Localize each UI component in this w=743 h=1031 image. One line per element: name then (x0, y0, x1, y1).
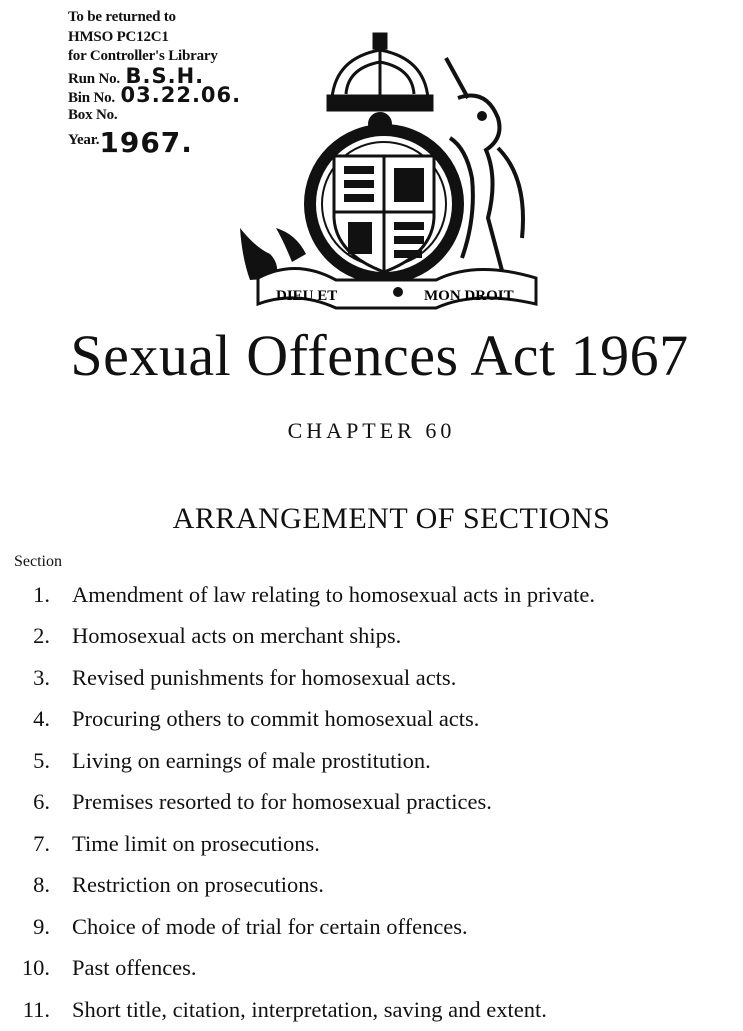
section-title: Restriction on prosecutions. (72, 872, 324, 898)
bin-label: Bin No. (68, 90, 115, 106)
section-number: 2. (33, 623, 50, 649)
bin-value: 03.22.06. (120, 83, 242, 107)
section-item (0, 782, 743, 824)
year-label: Year. (68, 132, 100, 148)
motto-left: DIEU ET (276, 288, 338, 304)
section-item (0, 948, 743, 990)
section-column-label: Section (14, 553, 62, 570)
section-number: 9. (33, 913, 50, 939)
section-item (0, 574, 743, 616)
motto-right: MON DROIT (424, 288, 514, 304)
section-title: Premises resorted to for homosexual practices. (72, 789, 492, 815)
section-item (0, 865, 743, 907)
section-number: 8. (33, 872, 50, 898)
section-number: 4. (33, 706, 50, 732)
section-number: 11. (22, 996, 50, 1022)
section-number: 3. (33, 664, 50, 690)
run-value: B.S.H. (125, 63, 205, 88)
section-number: 7. (33, 830, 50, 856)
section-title: Choice of mode of trial for certain offences. (72, 913, 468, 939)
arrangement-heading: ARRANGEMENT OF SECTIONS (172, 502, 611, 535)
section-item (0, 906, 743, 948)
section-item (0, 989, 743, 1031)
chapter-number: CHAPTER 60 (287, 418, 456, 443)
section-number: 1. (33, 581, 50, 607)
year-value: 1967. (99, 126, 193, 159)
stamp-line: To be returned to (68, 9, 176, 25)
run-label: Run No. (68, 70, 120, 87)
section-item (0, 616, 743, 658)
stamp-line: HMSO PC12C1 (68, 28, 169, 45)
section-title: Revised punishments for homosexual acts. (72, 664, 457, 690)
section-item (0, 823, 743, 865)
sections-list (0, 574, 743, 1031)
section-item (0, 657, 743, 699)
box-label: Box No. (68, 106, 118, 123)
section-item (0, 740, 743, 782)
section-number: 5. (33, 747, 50, 773)
section-title: Short title, citation, interpretation, saving and extent. (72, 996, 547, 1022)
section-title: Procuring others to commit homosexual acts. (72, 706, 480, 732)
section-item (0, 699, 743, 741)
royal-coat-of-arms-icon (236, 28, 556, 314)
section-number: 6. (33, 789, 50, 815)
section-title: Amendment of law relating to homosexual acts in private. (72, 581, 595, 607)
section-title: Living on earnings of male prostitution. (72, 747, 431, 773)
section-number: 10. (21, 955, 50, 981)
section-title: Homosexual acts on merchant ships. (72, 623, 402, 649)
stamp-line: for Controller's Library (68, 48, 218, 64)
act-title: Sexual Offences Act 1967 (70, 323, 689, 388)
section-title: Time limit on prosecutions. (72, 830, 320, 856)
section-title: Past offences. (72, 955, 197, 981)
